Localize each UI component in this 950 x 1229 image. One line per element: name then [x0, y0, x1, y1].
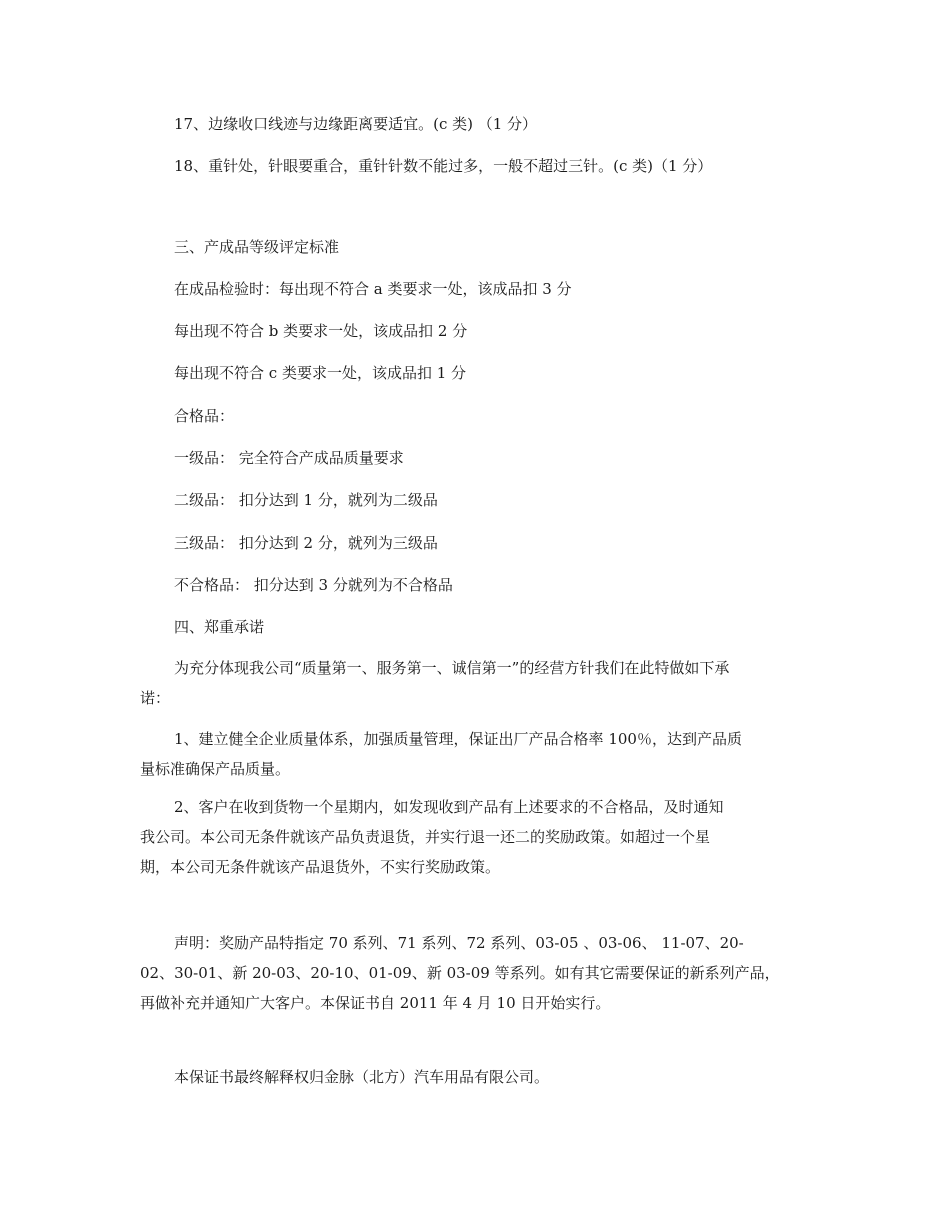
commitment-point-2-line: 我公司。本公司无条件就该产品负责退货，并实行退一还二的奖励政策。如超过一个星: [140, 828, 711, 846]
grade-1: 一级品： 完全符合产成品质量要求: [174, 449, 404, 467]
commitment-intro-line: 为充分体现我公司“质量第一、服务第一、诚信第一”的经营方针我们在此特做如下承: [174, 659, 730, 677]
grade-3: 三级品： 扣分达到 2 分，就列为三级品: [174, 534, 438, 552]
grading-rule-c: 每出现不符合 c 类要求一处，该成品扣 1 分: [174, 364, 467, 382]
commitment-intro-line: 诺：: [140, 689, 171, 707]
statement: [140, 928, 812, 1018]
grading-rule-b: 每出现不符合 b 类要求一处，该成品扣 2 分: [174, 322, 468, 340]
grading-rule-a: 在成品检验时：每出现不符合 a 类要求一处，该成品扣 3 分: [174, 280, 572, 298]
commitment-point-2-line: 期，本公司无条件就该产品退货外，不实行奖励政策。: [140, 858, 501, 876]
statement-line: 声明：奖励产品特指定 70 系列、71 系列、72 系列、03-05 、03-06、 11-07、20-: [174, 934, 744, 952]
criteria-item-18: 18、重针处，针眼要重合，重针针数不能过多，一般不超过三针。(c 类)（1 分）: [174, 157, 713, 175]
commitment-point-1-line: 1、建立健全企业质量体系，加强质量管理，保证出厂产品合格率 100％，达到产品质: [174, 730, 742, 748]
commitment-point-1: [140, 724, 812, 784]
commitment-point-2: [140, 792, 812, 882]
qualified-label: 合格品：: [174, 407, 235, 425]
statement-line: 02、30-01、新 20-03、20-10、01-09、新 03-09 等系列。如有其它需要保证的新系列产品，: [140, 964, 780, 982]
closing-statement: [140, 1062, 812, 1092]
commitment-point-2-line: 2、客户在收到货物一个星期内，如发现收到产品有上述要求的不合格品，及时通知: [174, 798, 724, 816]
closing-line: 本保证书最终解释权归金脉（北方）汽车用品有限公司。: [174, 1068, 550, 1086]
grade-unqualified: 不合格品： 扣分达到 3 分就列为不合格品: [174, 576, 453, 594]
commitment-point-1-line: 量标准确保产品质量。: [140, 760, 291, 778]
grading-heading: 三、产成品等级评定标准: [174, 238, 340, 256]
grade-2: 二级品： 扣分达到 1 分，就列为二级品: [174, 491, 438, 509]
commitment-heading: 四、郑重承诺: [174, 618, 265, 636]
criteria-item-17: 17、边缘收口线迹与边缘距离要适宜。(c 类) （1 分）: [174, 115, 538, 133]
statement-line: 再做补充并通知广大客户。本保证书自 2011 年 4 月 10 日开始实行。: [140, 994, 611, 1012]
commitment-intro: [140, 653, 812, 713]
